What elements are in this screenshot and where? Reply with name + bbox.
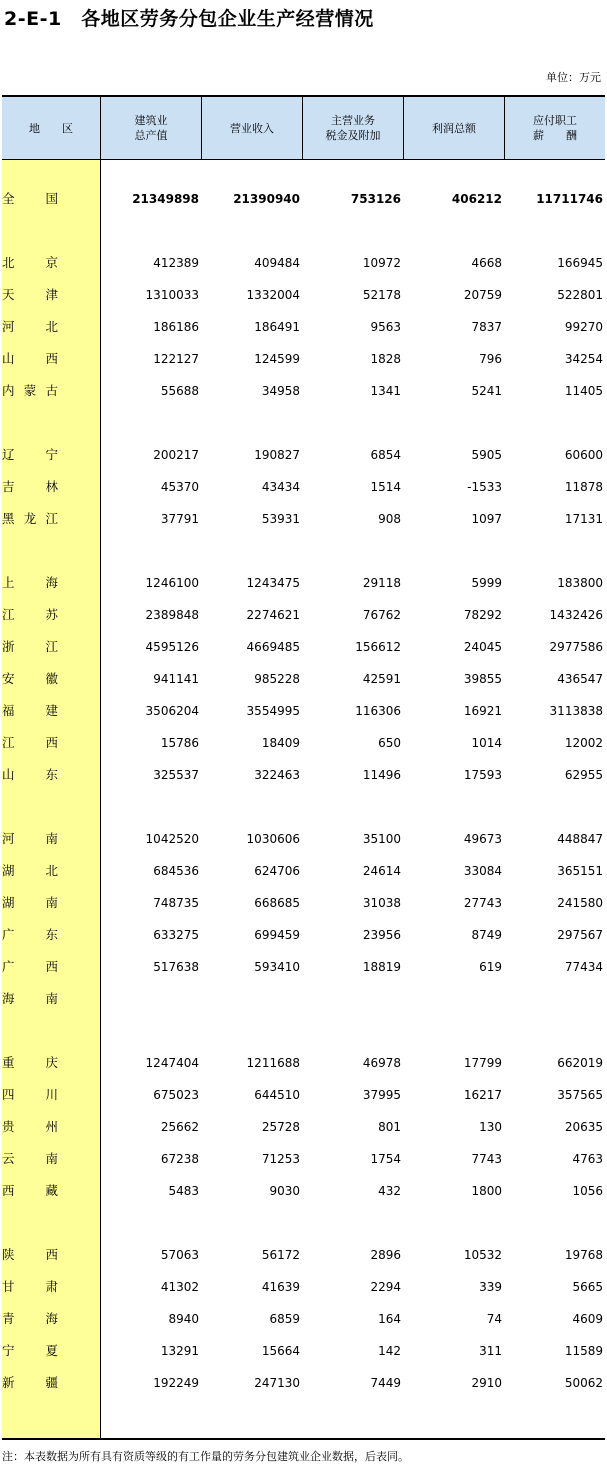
value-cell: 46978 xyxy=(362,1056,401,1070)
value-cell: 31038 xyxy=(362,896,401,910)
value-cell: 448847 xyxy=(557,832,603,846)
value-cell: 801 xyxy=(378,1120,401,1134)
value-cell: 3506204 xyxy=(145,704,199,718)
value-cell: 10532 xyxy=(463,1248,502,1262)
value-cell: 12002 xyxy=(564,736,603,750)
value-cell: 122127 xyxy=(153,352,199,366)
table-row xyxy=(2,925,605,945)
region-name: 海 南 xyxy=(2,991,58,1006)
value-cell: 650 xyxy=(378,736,401,750)
region-name: 河 南 xyxy=(2,831,58,846)
value-cell: 1432426 xyxy=(549,608,603,622)
region-name: 青 海 xyxy=(2,1311,58,1326)
value-cell: 325537 xyxy=(153,768,199,782)
value-cell: 753126 xyxy=(350,192,401,206)
region-name: 陕 西 xyxy=(2,1247,58,1262)
value-cell: 593410 xyxy=(254,960,300,974)
region-name: 贵 州 xyxy=(2,1119,58,1134)
value-cell: 60600 xyxy=(564,448,603,462)
value-cell: 9563 xyxy=(370,320,401,334)
table-row xyxy=(2,381,605,401)
value-cell: 1828 xyxy=(370,352,401,366)
value-cell: 517638 xyxy=(153,960,199,974)
value-cell: 4763 xyxy=(572,1152,603,1166)
value-cell: 11496 xyxy=(362,768,401,782)
table-row xyxy=(2,1181,605,1201)
value-cell: 20635 xyxy=(564,1120,603,1134)
value-cell: 41639 xyxy=(261,1280,300,1294)
value-cell: 3113838 xyxy=(549,704,603,718)
table-row xyxy=(2,317,605,337)
value-cell: 156612 xyxy=(355,640,401,654)
value-cell: 77434 xyxy=(564,960,603,974)
value-cell: 908 xyxy=(378,512,401,526)
header-profit: 利润总额 xyxy=(432,121,476,135)
value-cell: 41302 xyxy=(160,1280,199,1294)
value-cell: 76762 xyxy=(362,608,401,622)
region-name: 湖 南 xyxy=(2,895,58,910)
value-cell: 34254 xyxy=(564,352,603,366)
value-cell: 4595126 xyxy=(145,640,199,654)
table-row xyxy=(2,1341,605,1361)
value-cell: 1754 xyxy=(370,1152,401,1166)
value-cell: 15664 xyxy=(261,1344,300,1358)
value-cell: 57063 xyxy=(160,1248,199,1262)
header-region: 地 区 xyxy=(29,121,73,135)
table-row xyxy=(2,765,605,785)
table-row xyxy=(2,1373,605,1393)
value-cell: 15786 xyxy=(160,736,199,750)
value-cell xyxy=(311,989,401,1009)
value-cell: 4668 xyxy=(471,256,502,270)
value-cell: 11589 xyxy=(564,1344,603,1358)
value-cell: 1310033 xyxy=(145,288,199,302)
region-name: 天 津 xyxy=(2,287,58,302)
table-header xyxy=(2,97,605,159)
value-cell: 522801 xyxy=(557,288,603,302)
value-cell: 17799 xyxy=(463,1056,502,1070)
table-row xyxy=(2,669,605,689)
value-cell: 1514 xyxy=(370,480,401,494)
table-row xyxy=(2,477,605,497)
value-cell: 941141 xyxy=(153,672,199,686)
value-cell: 56172 xyxy=(261,1248,300,1262)
header-revenue: 营业收入 xyxy=(230,121,274,135)
value-cell: 7837 xyxy=(471,320,502,334)
table-row xyxy=(2,733,605,753)
value-cell: 1332004 xyxy=(246,288,300,302)
value-cell: 52178 xyxy=(362,288,401,302)
table-row xyxy=(2,829,605,849)
value-cell: 21390940 xyxy=(233,192,300,206)
value-cell: 186186 xyxy=(153,320,199,334)
page-title: 2-E-1 各地区劳务分包企业生产经营情况 xyxy=(4,8,374,30)
value-cell: 365151 xyxy=(557,864,603,878)
value-cell: 11878 xyxy=(564,480,603,494)
value-cell: 1056 xyxy=(572,1184,603,1198)
region-name: 辽 宁 xyxy=(2,447,58,462)
value-cell: 339 xyxy=(479,1280,502,1294)
data-table xyxy=(2,95,605,1440)
value-cell: 748735 xyxy=(153,896,199,910)
value-cell: 7743 xyxy=(471,1152,502,1166)
region-name: 甘 肃 xyxy=(2,1279,58,1294)
table-row xyxy=(2,861,605,881)
header-output: 建筑业 总产值 xyxy=(134,114,168,142)
value-cell: 55688 xyxy=(160,384,199,398)
value-cell: 619 xyxy=(479,960,502,974)
region-name: 广 西 xyxy=(2,959,58,974)
region-name: 北 京 xyxy=(2,255,58,270)
value-cell: 62955 xyxy=(564,768,603,782)
table-row xyxy=(2,1277,605,1297)
value-cell: 8749 xyxy=(471,928,502,942)
table-row xyxy=(2,893,605,913)
region-name: 湖 北 xyxy=(2,863,58,878)
value-cell: 50062 xyxy=(564,1376,603,1390)
value-cell: 2977586 xyxy=(549,640,603,654)
footnote: 注：本表数据为所有具有资质等级的有工作量的劳务分包建筑业企业数据，后表同。 xyxy=(2,1450,409,1463)
value-cell: 37791 xyxy=(160,512,199,526)
value-cell: 20759 xyxy=(463,288,502,302)
value-cell: 166945 xyxy=(557,256,603,270)
value-cell: 644510 xyxy=(254,1088,300,1102)
region-name: 黑 龙 江 xyxy=(2,511,58,526)
value-cell: 5241 xyxy=(471,384,502,398)
value-cell: 985228 xyxy=(254,672,300,686)
value-cell: 432 xyxy=(378,1184,401,1198)
value-cell: 130 xyxy=(479,1120,502,1134)
value-cell: 16921 xyxy=(463,704,502,718)
value-cell: 142 xyxy=(378,1344,401,1358)
value-cell: 11405 xyxy=(564,384,603,398)
region-name: 四 川 xyxy=(2,1087,58,1102)
value-cell: 190827 xyxy=(254,448,300,462)
value-cell: 19768 xyxy=(564,1248,603,1262)
value-cell: 311 xyxy=(479,1344,502,1358)
value-cell: 8940 xyxy=(168,1312,199,1326)
value-cell: 27743 xyxy=(463,896,502,910)
value-cell xyxy=(513,989,603,1009)
table-row xyxy=(2,1117,605,1137)
value-cell: 409484 xyxy=(254,256,300,270)
value-cell: 34958 xyxy=(261,384,300,398)
value-cell: 6859 xyxy=(269,1312,300,1326)
region-name: 吉 林 xyxy=(2,479,58,494)
value-cell: 24045 xyxy=(463,640,502,654)
table-bottom-rule xyxy=(2,1438,605,1440)
value-cell: 297567 xyxy=(557,928,603,942)
value-cell: 6854 xyxy=(370,448,401,462)
table-row xyxy=(2,637,605,657)
value-cell: 247130 xyxy=(254,1376,300,1390)
value-cell: 37995 xyxy=(362,1088,401,1102)
value-cell: 25728 xyxy=(261,1120,300,1134)
value-cell: 436547 xyxy=(557,672,603,686)
region-name: 重 庆 xyxy=(2,1055,58,1070)
value-cell: 1247404 xyxy=(145,1056,199,1070)
table-row xyxy=(2,605,605,625)
value-cell: 164 xyxy=(378,1312,401,1326)
value-cell: 29118 xyxy=(362,576,401,590)
value-cell: 24614 xyxy=(362,864,401,878)
value-cell: 241580 xyxy=(557,896,603,910)
table-row xyxy=(2,285,605,305)
table-row xyxy=(2,1085,605,1105)
value-cell: 699459 xyxy=(254,928,300,942)
table-row xyxy=(2,701,605,721)
value-cell: 2274621 xyxy=(246,608,300,622)
value-cell: 183800 xyxy=(557,576,603,590)
value-cell: 13291 xyxy=(160,1344,199,1358)
value-cell: 78292 xyxy=(463,608,502,622)
table-row xyxy=(2,253,605,273)
table-row xyxy=(2,1053,605,1073)
value-cell: 1014 xyxy=(471,736,502,750)
value-cell: 2294 xyxy=(370,1280,401,1294)
region-name: 江 苏 xyxy=(2,607,58,622)
value-cell: 1042520 xyxy=(145,832,199,846)
region-name: 福 建 xyxy=(2,703,58,718)
value-cell: 10972 xyxy=(362,256,401,270)
table-row xyxy=(2,1309,605,1329)
region-name: 山 东 xyxy=(2,767,58,782)
value-cell: 1030606 xyxy=(246,832,300,846)
value-cell: 7449 xyxy=(370,1376,401,1390)
region-name: 宁 夏 xyxy=(2,1343,58,1358)
table-row xyxy=(2,989,605,1009)
value-cell: 675023 xyxy=(153,1088,199,1102)
value-cell: 18819 xyxy=(362,960,401,974)
value-cell xyxy=(109,989,199,1009)
value-cell: 11711746 xyxy=(536,192,603,206)
value-cell xyxy=(210,989,300,1009)
value-cell: 67238 xyxy=(160,1152,199,1166)
value-cell: 1243475 xyxy=(246,576,300,590)
value-cell: 45370 xyxy=(160,480,199,494)
value-cell: 99270 xyxy=(564,320,603,334)
region-name: 山 西 xyxy=(2,351,58,366)
value-cell: 1246100 xyxy=(145,576,199,590)
value-cell: 17593 xyxy=(463,768,502,782)
table-row xyxy=(2,1245,605,1265)
value-cell: 23956 xyxy=(362,928,401,942)
value-cell: 3554995 xyxy=(246,704,300,718)
unit-label: 单位：万元 xyxy=(546,71,601,84)
value-cell: 5905 xyxy=(471,448,502,462)
value-cell: 39855 xyxy=(463,672,502,686)
value-cell: 71253 xyxy=(261,1152,300,1166)
region-name: 云 南 xyxy=(2,1151,58,1166)
value-cell: 53931 xyxy=(261,512,300,526)
value-cell: 5483 xyxy=(168,1184,199,1198)
value-cell: 1800 xyxy=(471,1184,502,1198)
header-tax: 主营业务 税金及附加 xyxy=(325,114,381,142)
value-cell: 5665 xyxy=(572,1280,603,1294)
value-cell: 4609 xyxy=(572,1312,603,1326)
region-name: 浙 江 xyxy=(2,639,58,654)
table-row xyxy=(2,1149,605,1169)
value-cell: 406212 xyxy=(451,192,502,206)
region-name: 广 东 xyxy=(2,927,58,942)
region-name: 新 疆 xyxy=(2,1375,58,1390)
value-cell: 633275 xyxy=(153,928,199,942)
value-cell: 322463 xyxy=(254,768,300,782)
value-cell: 192249 xyxy=(153,1376,199,1390)
value-cell: 25662 xyxy=(160,1120,199,1134)
value-cell: 357565 xyxy=(557,1088,603,1102)
value-cell: 17131 xyxy=(564,512,603,526)
value-cell: 16217 xyxy=(463,1088,502,1102)
value-cell: 4669485 xyxy=(246,640,300,654)
value-cell: 2389848 xyxy=(145,608,199,622)
value-cell: 2910 xyxy=(471,1376,502,1390)
region-name: 河 北 xyxy=(2,319,58,334)
table-row xyxy=(2,957,605,977)
region-name: 全 国 xyxy=(2,191,58,206)
value-cell: 1097 xyxy=(471,512,502,526)
value-cell: 9030 xyxy=(269,1184,300,1198)
value-cell: 1211688 xyxy=(246,1056,300,1070)
value-cell: 186491 xyxy=(254,320,300,334)
value-cell: 33084 xyxy=(463,864,502,878)
value-cell: 49673 xyxy=(463,832,502,846)
value-cell: 668685 xyxy=(254,896,300,910)
value-cell: 5999 xyxy=(471,576,502,590)
value-cell: 43434 xyxy=(261,480,300,494)
value-cell: 1341 xyxy=(370,384,401,398)
region-name: 上 海 xyxy=(2,575,58,590)
table-row xyxy=(2,573,605,593)
value-cell: 200217 xyxy=(153,448,199,462)
value-cell: 74 xyxy=(486,1312,502,1326)
value-cell: 2896 xyxy=(370,1248,401,1262)
region-name: 江 西 xyxy=(2,735,58,750)
table-row xyxy=(2,349,605,369)
value-cell: 412389 xyxy=(153,256,199,270)
value-cell: 116306 xyxy=(355,704,401,718)
value-cell: 684536 xyxy=(153,864,199,878)
region-name: 安 徽 xyxy=(2,671,58,686)
region-name: 西 藏 xyxy=(2,1183,58,1198)
value-cell: 35100 xyxy=(362,832,401,846)
value-cell: -1533 xyxy=(467,480,502,494)
value-cell xyxy=(412,989,502,1009)
value-cell: 18409 xyxy=(261,736,300,750)
table-row xyxy=(2,445,605,465)
table-row xyxy=(2,509,605,529)
value-cell: 21349898 xyxy=(132,192,199,206)
value-cell: 624706 xyxy=(254,864,300,878)
region-name: 内 蒙 古 xyxy=(2,383,58,398)
value-cell: 662019 xyxy=(557,1056,603,1070)
value-cell: 124599 xyxy=(254,352,300,366)
header-wages: 应付职工 薪 酬 xyxy=(533,114,577,142)
value-cell: 42591 xyxy=(362,672,401,686)
value-cell: 796 xyxy=(479,352,502,366)
table-row-total xyxy=(2,189,605,209)
